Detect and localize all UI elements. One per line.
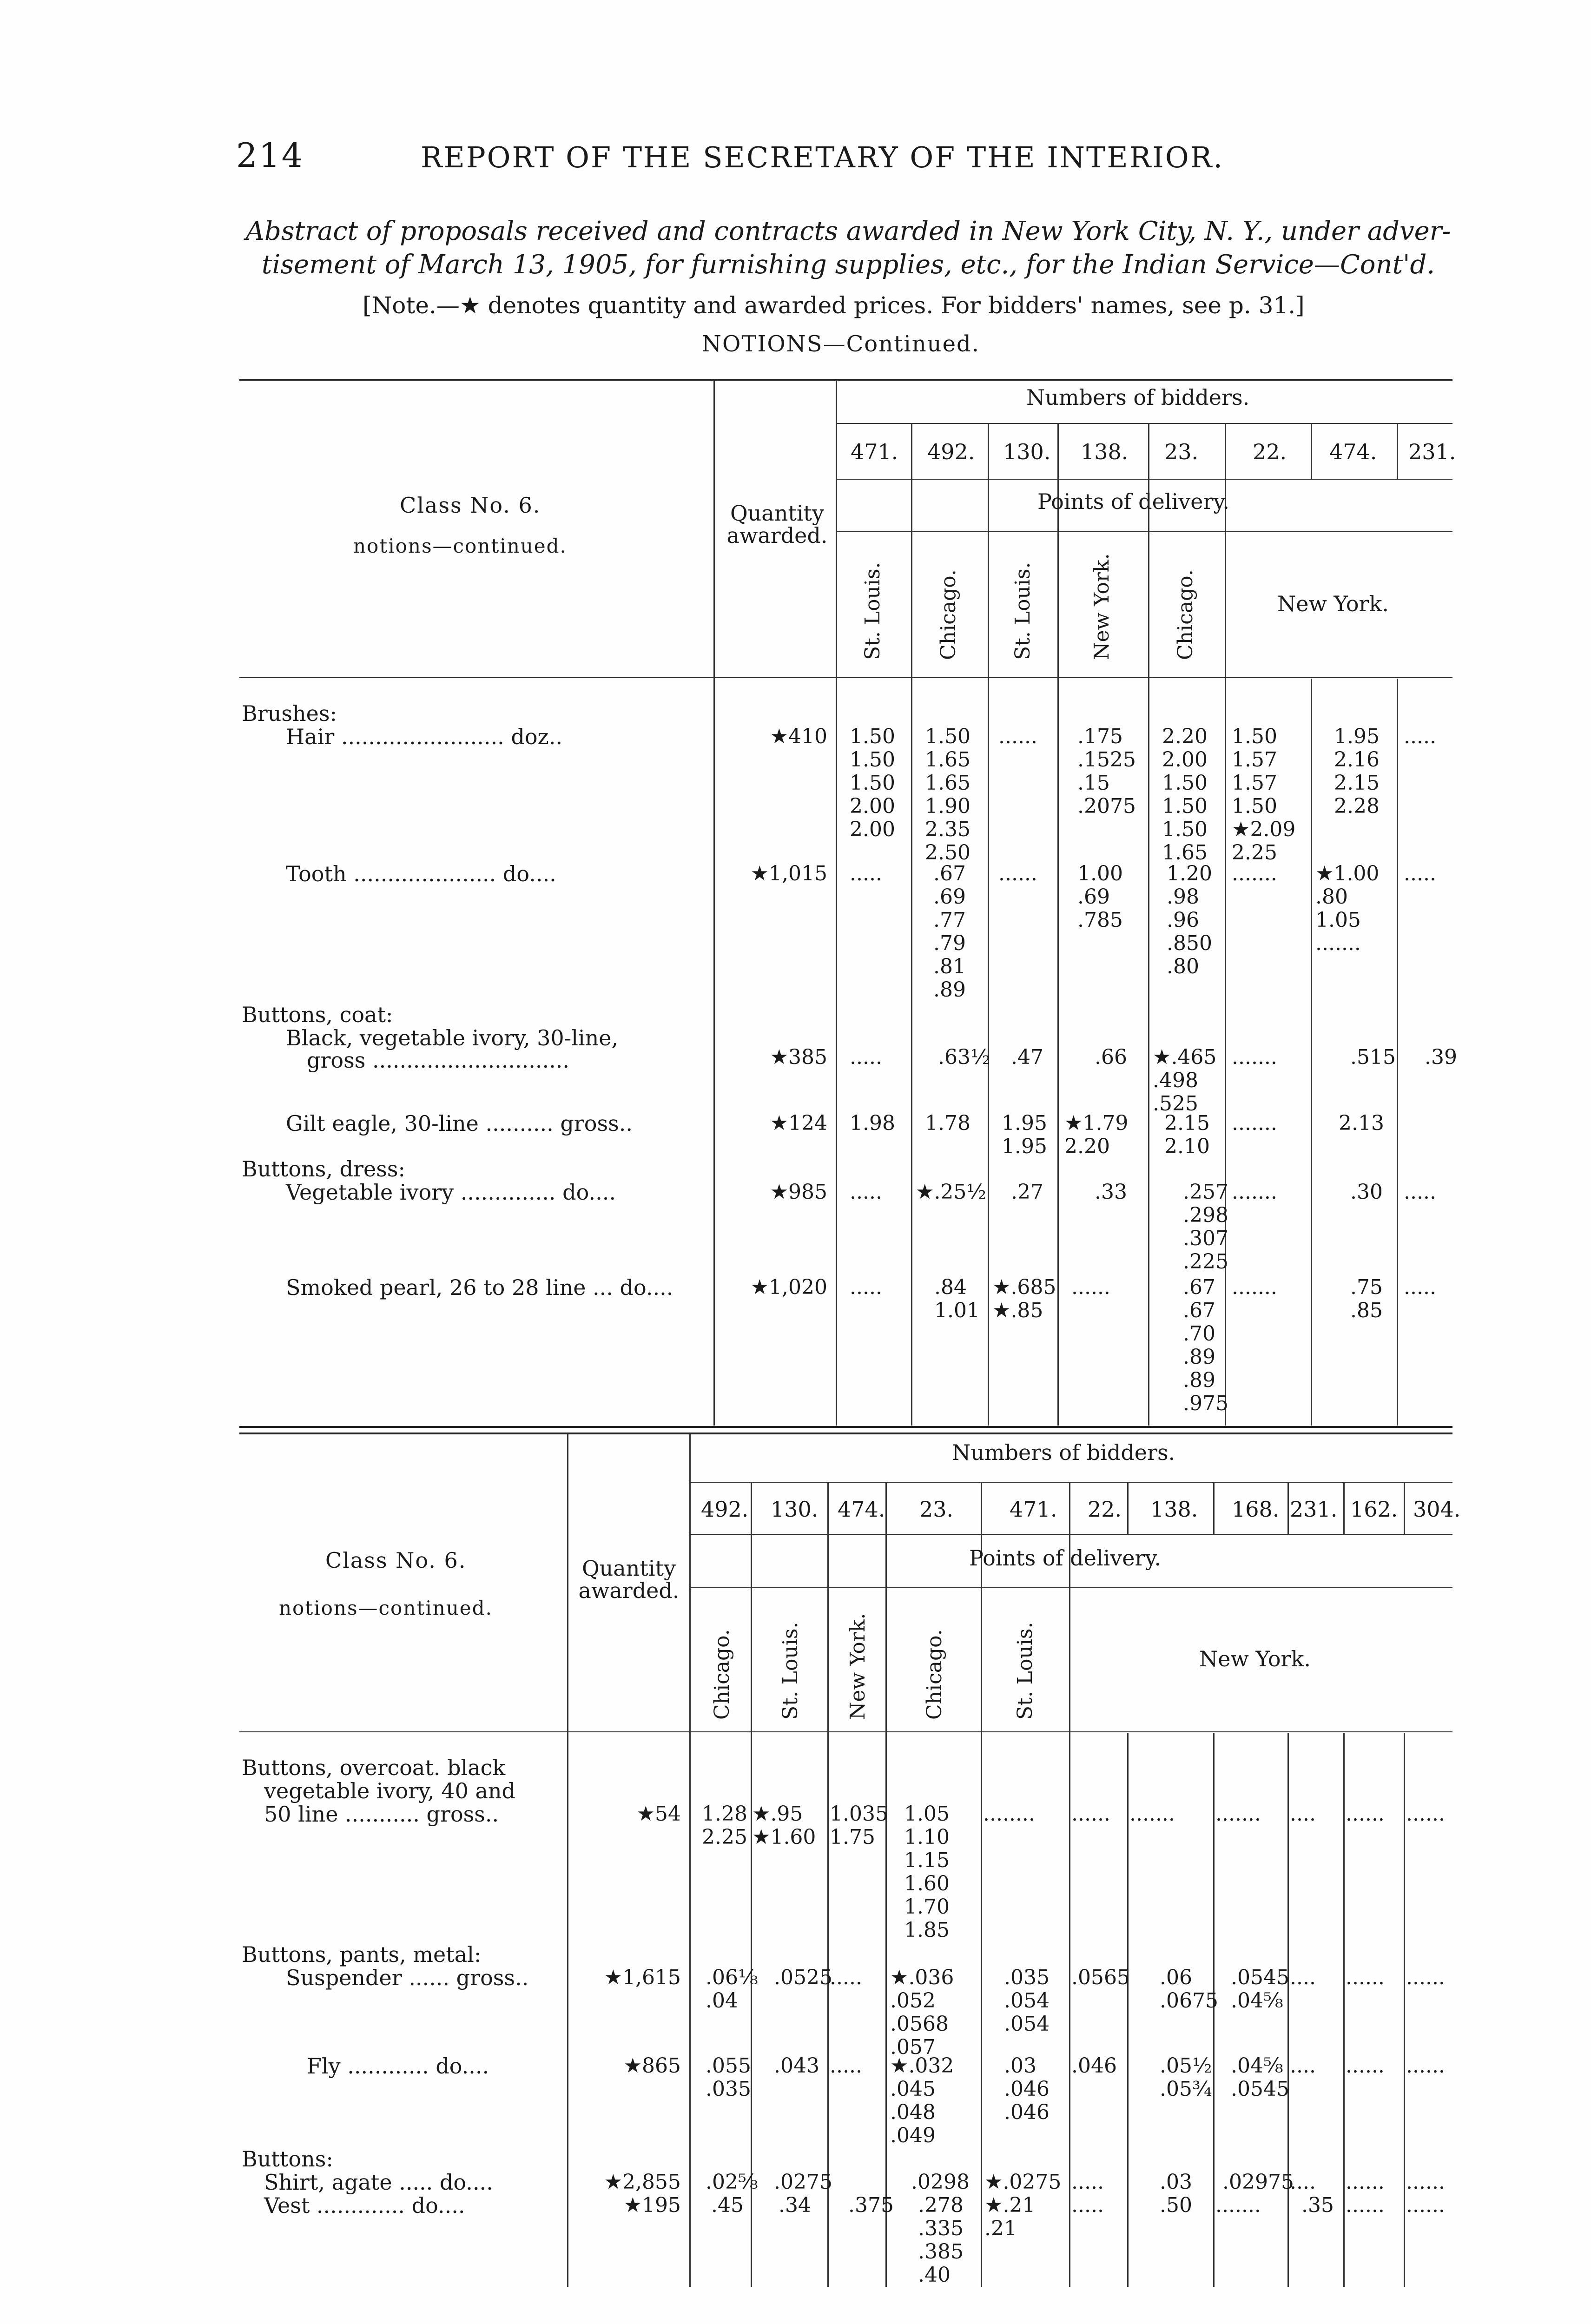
quantity-awarded: ★865 <box>623 2054 681 2078</box>
price-cell: 1.78 <box>925 1111 970 1135</box>
price-cell: .... <box>1290 2170 1316 2194</box>
table1-numbers-header: Numbers of bidders. <box>1026 385 1250 410</box>
table2-stub-divider <box>567 1433 568 2287</box>
delivery-point: Chicago. <box>937 569 960 660</box>
price-cell: .75 .85 <box>1350 1275 1383 1322</box>
price-cell: .055 .035 <box>706 2054 751 2101</box>
bidder-number: 138. <box>1081 439 1129 464</box>
col-divider <box>988 424 989 1426</box>
quantity-awarded: ★2,855 <box>604 2170 681 2194</box>
delivery-point: St. Louis. <box>779 1622 802 1720</box>
bidder-number: 471. <box>851 439 898 464</box>
price-cell: ★.95 ★1.60 <box>752 1802 816 1849</box>
price-cell: 1.05 1.10 1.15 1.60 1.70 1.85 <box>904 1802 950 1942</box>
table2-bidders-rule <box>689 1482 1452 1483</box>
price-cell: ★.685 ★.85 <box>992 1275 1056 1322</box>
table2-top-rule <box>239 1433 1452 1434</box>
delivery-point: Chicago. <box>923 1629 946 1720</box>
price-cell: ★.036 .052 .0568 .057 <box>890 1966 954 2059</box>
row-label: Brushes: <box>242 701 337 726</box>
price-cell: ....... <box>1232 862 1277 885</box>
bidder-number: 304. <box>1413 1497 1461 1522</box>
quantity-awarded: ★1,020 <box>750 1275 827 1299</box>
price-cell: ★1.79 2.20 <box>1064 1111 1129 1158</box>
col-divider <box>1148 424 1149 1426</box>
delivery-point: New York. <box>1090 553 1114 660</box>
row-label: Shirt, agate ..... do.... <box>264 2170 493 2195</box>
price-cell: 2.13 <box>1339 1111 1384 1135</box>
table1-points-rule <box>836 531 1452 532</box>
table2-class-sub: notions—continued. <box>279 1597 493 1619</box>
bidder-number: 23. <box>1164 439 1199 464</box>
table1-header-bottom-rule <box>239 677 1452 678</box>
row-label: Buttons: <box>242 2146 333 2172</box>
price-cell: 1.95 1.95 <box>1002 1111 1047 1158</box>
bidder-number: 22. <box>1088 1497 1122 1522</box>
col-divider <box>1343 1733 1345 2287</box>
table2-numbers-header: Numbers of bidders. <box>952 1440 1175 1465</box>
bidder-number: 22. <box>1253 439 1287 464</box>
bidder-number: 130. <box>771 1497 819 1522</box>
price-cell: 1.95 2.16 2.15 2.28 <box>1334 725 1380 818</box>
price-cell: .0275 <box>774 2170 832 2194</box>
price-cell: ..... <box>850 862 882 885</box>
bidder-number: 474. <box>838 1497 885 1522</box>
price-cell: .34 <box>779 2193 811 2217</box>
price-cell: .0525 <box>774 1966 832 1989</box>
price-cell: .02975 <box>1222 2170 1294 2194</box>
price-cell: ..... <box>830 2054 862 2078</box>
delivery-point: St. Louis. <box>1013 1622 1037 1720</box>
price-cell: .375 <box>848 2193 894 2217</box>
delivery-point: Chicago. <box>710 1629 734 1720</box>
price-cell: .84 1.01 <box>934 1275 980 1322</box>
bidder-number: 162. <box>1350 1497 1398 1522</box>
price-cell: .66 <box>1095 1045 1127 1069</box>
price-cell: .04⅝ .0545 <box>1231 2054 1289 2101</box>
col-divider <box>751 1483 752 2287</box>
col-divider <box>1311 424 1312 479</box>
bidder-number: 130. <box>1003 439 1051 464</box>
price-cell: .50 <box>1160 2193 1192 2217</box>
price-cell: ★1.00 .80 1.05 ....... <box>1315 862 1380 955</box>
price-cell: .0545 .04⅝ <box>1231 1966 1289 2013</box>
quantity-awarded: ★1,615 <box>604 1966 681 1989</box>
table2-qty-divider <box>689 1433 691 2287</box>
delivery-point: St. Louis. <box>1011 562 1035 660</box>
price-cell: 2.15 2.10 <box>1164 1111 1210 1158</box>
price-cell: ...... <box>1346 2054 1385 2078</box>
price-cell: .45 <box>711 2193 744 2217</box>
table1-top-rule <box>239 379 1452 381</box>
table-note: [Note.—★ denotes quantity and awarded prices. For bidders' names, see p. 31.] <box>363 292 1305 319</box>
section-title: NOTIONS—Continued. <box>702 331 980 357</box>
price-cell: .47 <box>1011 1045 1043 1069</box>
price-cell: 1.28 2.25 <box>702 1802 747 1849</box>
price-cell: 2.20 2.00 1.50 1.50 1.50 1.65 <box>1162 725 1208 865</box>
price-cell: .33 <box>1095 1180 1127 1204</box>
price-cell: ...... <box>998 725 1037 748</box>
quantity-awarded: ★54 <box>636 1802 681 1826</box>
col-divider <box>981 1483 982 2287</box>
delivery-point: New York. <box>846 1613 870 1720</box>
delivery-point: New York. <box>1199 1646 1311 1671</box>
table1-qty-header: Quantity awarded. <box>726 501 828 548</box>
bidder-number: 471. <box>1010 1497 1057 1522</box>
col-divider <box>1057 424 1059 1426</box>
quantity-awarded: ★1,015 <box>750 862 827 885</box>
table1-stub-divider <box>713 380 715 1426</box>
table2-points-rule-top <box>689 1534 1452 1535</box>
table2-qty-header: Quantity awarded. <box>578 1556 680 1603</box>
caption-line-2: tisement of March 13, 1905, for furnishing supplies, etc., for the Indian Service—Cont'd. <box>261 250 1435 280</box>
col-divider <box>1127 1733 1129 2287</box>
price-cell: ...... <box>1071 1275 1110 1299</box>
col-divider <box>1397 679 1398 1426</box>
delivery-point: Chicago. <box>1174 569 1197 660</box>
table1-points-header: Points of delivery. <box>1037 489 1229 514</box>
table1-class-sub: notions—continued. <box>353 535 567 557</box>
row-label: Hair ........................ doz.. <box>286 724 563 749</box>
bidder-number: 492. <box>701 1497 749 1522</box>
quantity-awarded: ★124 <box>770 1111 827 1135</box>
price-cell: ...... <box>1346 2193 1385 2217</box>
caption-line-1: Abstract of proposals received and contracts awarded in New York City, N. Y., under adver- <box>245 216 1451 246</box>
price-cell: ..... <box>850 1275 882 1299</box>
table2-header-bottom-rule <box>239 1731 1452 1732</box>
row-label: Vest ............. do.... <box>264 2193 465 2218</box>
col-divider <box>1343 1483 1345 1534</box>
price-cell: ..... <box>1071 2193 1104 2217</box>
bidder-number: 492. <box>927 439 975 464</box>
row-label: Gilt eagle, 30-line .......... gross.. <box>286 1111 633 1136</box>
price-cell: 1.20 .98 .96 .850 .80 <box>1167 862 1212 978</box>
price-cell: .0298 <box>911 2170 970 2194</box>
price-cell: ..... <box>850 1045 882 1069</box>
price-cell: ....... <box>1232 1111 1277 1135</box>
price-cell: .03 <box>1160 2170 1192 2194</box>
price-cell: ...... <box>1406 2193 1445 2217</box>
price-cell: ..... <box>1404 1180 1436 1204</box>
row-label: Buttons, dress: <box>242 1156 405 1182</box>
col-divider <box>1069 1483 1070 2287</box>
price-cell: ...... <box>1346 1966 1385 1989</box>
price-cell: ..... <box>1071 2170 1104 2194</box>
price-cell: ....... <box>1232 1275 1277 1299</box>
table2-class-label: Class No. 6. <box>325 1548 467 1573</box>
row-label: Tooth ..................... do.... <box>286 861 556 886</box>
bidder-number: 23. <box>919 1497 954 1522</box>
price-cell: .06 .0675 <box>1160 1966 1218 2013</box>
price-cell: .35 <box>1301 2193 1334 2217</box>
bidder-number: 168. <box>1232 1497 1280 1522</box>
price-cell: .... <box>1290 1966 1316 1989</box>
row-label: 50 line ........... gross.. <box>264 1802 499 1827</box>
price-cell: ..... <box>1404 862 1436 885</box>
col-divider <box>1311 679 1312 1426</box>
quantity-awarded: ★195 <box>623 2193 681 2217</box>
price-cell: .278 .335 .385 .40 <box>918 2193 964 2287</box>
price-cell: ...... <box>998 862 1037 885</box>
col-divider <box>1287 1483 1289 1534</box>
table2-points-header: Points of delivery. <box>969 1545 1161 1571</box>
price-cell: .515 <box>1350 1045 1396 1069</box>
col-divider <box>1404 1483 1405 1534</box>
price-cell: ...... <box>1406 1966 1445 1989</box>
price-cell: .30 <box>1350 1180 1383 1204</box>
quantity-awarded: ★410 <box>770 725 827 748</box>
page-number: 214 <box>236 136 304 175</box>
col-divider <box>1127 1483 1129 1534</box>
price-cell: ..... <box>850 1180 882 1204</box>
row-label: Smoked pearl, 26 to 28 line ... do.... <box>286 1275 673 1300</box>
row-label: vegetable ivory, 40 and <box>264 1778 515 1803</box>
price-cell: .03 .046 .046 <box>1004 2054 1050 2124</box>
col-divider <box>827 1483 829 2287</box>
price-cell: .... <box>1290 1802 1316 1826</box>
table1-class-label: Class No. 6. <box>400 493 541 518</box>
price-cell: 1.50 1.50 1.50 2.00 2.00 <box>850 725 895 841</box>
price-cell: ....... <box>1129 1802 1175 1826</box>
bidder-number: 231. <box>1290 1497 1338 1522</box>
price-cell: .67 .69 .77 .79 .81 .89 <box>933 862 966 1002</box>
price-cell: .02⅝ <box>706 2170 758 2194</box>
bidder-number: 474. <box>1329 439 1377 464</box>
quantity-awarded: ★385 <box>770 1045 827 1069</box>
row-label: Buttons, overcoat. black <box>242 1755 506 1780</box>
price-cell: ..... <box>1404 725 1436 748</box>
price-cell: ★.21 .21 <box>984 2193 1036 2240</box>
price-cell: 1.00 .69 .785 <box>1077 862 1123 932</box>
row-label: Buttons, coat: <box>242 1002 393 1027</box>
col-divider <box>885 1483 887 2287</box>
price-cell: ....... <box>1215 1802 1261 1826</box>
price-cell: ...... <box>1071 1802 1110 1826</box>
table1-points-rule-top <box>836 479 1452 480</box>
quantity-awarded: ★985 <box>770 1180 827 1204</box>
price-cell: .035 .054 .054 <box>1004 1966 1050 2036</box>
price-cell: ★.0275 <box>984 2170 1062 2194</box>
price-cell: ..... <box>1404 1275 1436 1299</box>
price-cell: ....... <box>1232 1045 1277 1069</box>
price-cell: .... <box>1290 2054 1316 2078</box>
price-cell: ...... <box>1346 2170 1385 2194</box>
running-title: REPORT OF THE SECRETARY OF THE INTERIOR. <box>421 140 1224 174</box>
delivery-point: St. Louis. <box>861 562 885 660</box>
price-cell: .175 .1525 .15 .2075 <box>1077 725 1136 818</box>
price-cell: .05½ .05¾ <box>1160 2054 1212 2101</box>
price-cell: .39 <box>1425 1045 1457 1069</box>
bidder-number: 138. <box>1150 1497 1198 1522</box>
bidder-number: 231. <box>1408 439 1456 464</box>
row-label: Suspender ...... gross.. <box>286 1965 529 1990</box>
price-cell: ...... <box>1406 2054 1445 2078</box>
price-cell: .046 <box>1071 2054 1117 2078</box>
table1-qty-divider <box>836 380 837 1426</box>
price-cell: ..... <box>830 1966 862 1989</box>
col-divider <box>1404 1733 1405 2287</box>
price-cell: ...... <box>1346 1802 1385 1826</box>
price-cell: ...... <box>1406 2170 1445 2194</box>
price-cell: .0565 <box>1071 1966 1130 1989</box>
price-cell: 1.035 1.75 <box>830 1802 888 1849</box>
price-cell: .043 <box>774 2054 819 2078</box>
table1-bottom-rule <box>239 1426 1452 1428</box>
price-cell: 1.50 1.65 1.65 1.90 2.35 2.50 <box>925 725 970 865</box>
delivery-point: New York. <box>1277 591 1389 616</box>
price-cell: 1.50 1.57 1.57 1.50 ★2.09 2.25 <box>1232 725 1296 865</box>
price-cell: ★.25½ <box>916 1180 987 1204</box>
price-cell: ★.032 .045 .048 .049 <box>890 2054 954 2147</box>
price-cell: 1.98 <box>850 1111 895 1135</box>
price-cell: .257 .298 .307 .225 <box>1183 1180 1228 1274</box>
price-cell: ...... <box>1406 1802 1445 1826</box>
table2-points-rule <box>689 1587 1452 1588</box>
row-label: gross ............................. <box>307 1048 570 1073</box>
price-cell: .27 <box>1011 1180 1043 1204</box>
col-divider <box>1213 1483 1215 1534</box>
price-cell: .67 .67 .70 .89 .89 .975 <box>1183 1275 1228 1415</box>
price-cell: ........ <box>983 1802 1035 1826</box>
row-label: Buttons, pants, metal: <box>242 1942 482 1967</box>
price-cell: ★.465 .498 .525 <box>1153 1045 1217 1116</box>
col-divider <box>911 424 912 1426</box>
row-label: Fly ............ do.... <box>307 2053 489 2079</box>
row-label: Vegetable ivory .............. do.... <box>286 1180 616 1205</box>
price-cell: ....... <box>1232 1180 1277 1204</box>
price-cell: ....... <box>1215 2193 1261 2217</box>
col-divider <box>1397 424 1398 479</box>
price-cell: .63½ <box>938 1045 990 1069</box>
col-divider <box>1225 424 1226 1426</box>
price-cell: .06⅛ .04 <box>706 1966 758 2013</box>
table1-bidders-rule <box>836 423 1452 424</box>
row-label: Black, vegetable ivory, 30-line, <box>286 1025 619 1050</box>
